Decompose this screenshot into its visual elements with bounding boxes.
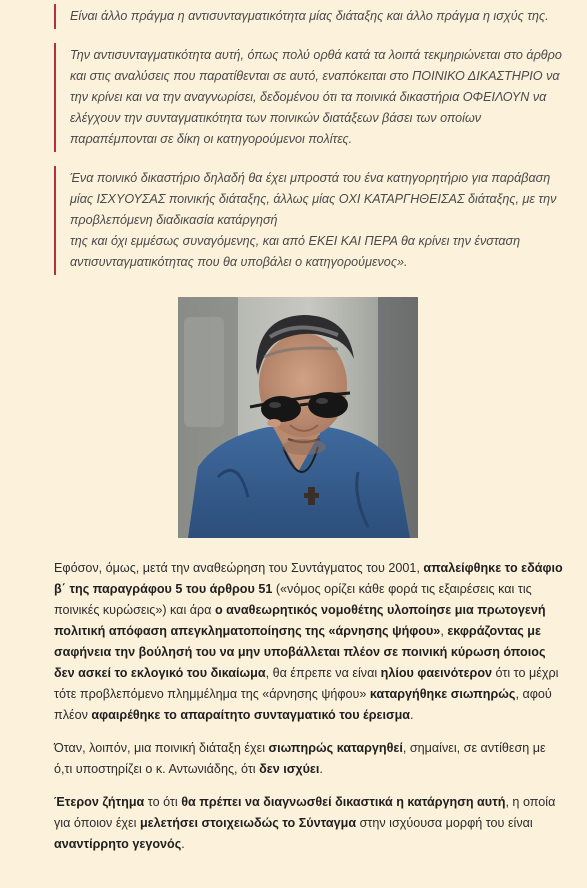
quote-3 bbox=[54, 166, 565, 275]
para-3-text-3: στην ισχύουσα μορφή του είναι bbox=[356, 816, 533, 830]
para-1-bold-4: ηλίου φαεινότερον bbox=[380, 666, 493, 680]
quote-2 bbox=[54, 43, 565, 152]
quote-1-text: Είναι άλλο πράγμα η αντισυνταγματικότητα μίας διάταξης και άλλο πράγμα η ισχύς της. bbox=[70, 9, 549, 23]
para-1-bold-2: ο αναθεωρητικός νομοθέτης υλοποίησε μια πρωτογενή πολιτική απόφαση απεγκληματοποίησης της «άρνησης ψήφου» bbox=[54, 603, 546, 638]
para-1-text-5: ότι το μέχρι τότε προβλεπόμενο πλημμέλημα της «άρνησης ψήφου» bbox=[54, 666, 559, 701]
quote-3-line-2: της και όχι εμμέσως συναγόμενης, και από ΕΚΕΙ ΚΑΙ ΠΕΡΑ θα κρίνει την ένσταση αντισυνταγματικότητας που θα υποβάλει ο κατηγορούμενος». bbox=[70, 234, 521, 269]
quote-2-text: Την αντισυνταγματικότητα αυτή, όπως πολύ ορθά κατά τα λοιπά τεκμηριώνεται στο άρθρο και στις αναλύσεις που παρατίθενται σε αυτό, εναπόκειται στο ΠΟΙΝΙΚΟ ΔΙΚΑΣΤΗΡΙΟ να την κρίνει και να την αναγνωρίσει, δεδομένου ότι τα ποινικά δικαστήρια ΟΦΕΙΛΟΥΝ να ελέγχουν την συνταγματικότητα των ποινικών διατάξεων βάσει των οποίων παραπέμπονται σε δίκη οι κατηγορούμενοι πολίτες. bbox=[70, 48, 562, 146]
para-1-text-6: , αφού πλέον bbox=[54, 687, 552, 722]
paragraph-1 bbox=[54, 558, 565, 726]
para-3-text-4: . bbox=[181, 837, 185, 851]
para-1-text-4: , θα έπρεπε να είναι bbox=[265, 666, 381, 680]
para-1-text-1: Εφόσον, όμως, μετά την αναθεώρηση του Συντάγματος του 2001, bbox=[54, 561, 424, 575]
para-3-text-1: το ότι bbox=[144, 795, 182, 809]
quote-1 bbox=[54, 4, 565, 29]
man-with-sunglasses-photo bbox=[178, 297, 418, 538]
para-2-text-2: , σημαίνει, σε αντίθεση με ό,τι υποστηρίζει ο κ. Αντωνιάδης, ότι bbox=[54, 741, 546, 776]
para-3-bold-1: Έτερον ζήτημα bbox=[54, 795, 145, 809]
para-2-text-1: Όταν, λοιπόν, μια ποινική διάταξη έχει bbox=[54, 741, 269, 755]
para-1-text-3: , bbox=[440, 624, 448, 638]
paragraph-2 bbox=[54, 738, 565, 780]
para-3-text-2: , η οποία για όποιον έχει bbox=[54, 795, 556, 830]
paragraph-3 bbox=[54, 792, 565, 855]
para-2-text-3: . bbox=[319, 762, 323, 776]
article-body bbox=[0, 4, 587, 855]
quote-3-line-1: Ένα ποινικό δικαστήριο δηλαδή θα έχει μπροστά του ένα κατηγορητήριο για παράβαση μίας ΙΣΧΥΟΥΣΑΣ ποινικής διάταξης, άλλως μίας ΟΧΙ ΚΑΤΑΡΓΗΘΕΙΣΑΣ διάταξης, με την προβλεπόμενη διαδικασία κατάργησή bbox=[70, 171, 557, 227]
para-1-bold-3: εκφράζοντας με σαφήνεια την βούλησή του να μην υποβάλλεται πλέον σε ποινική κύρωση όποιος δεν ασκεί το εκλογικό του δικαίωμα bbox=[54, 624, 546, 680]
para-3-bold-2: θα πρέπει να διαγνωσθεί δικαστικά η κατάργηση αυτή bbox=[181, 795, 506, 809]
para-1-text-2: («νόμος ορίζει κάθε φορά τις εξαιρέσεις και τις ποινικές κυρώσεις») και άρα bbox=[54, 582, 532, 617]
para-3-bold-4: αναντίρρητο γεγονός bbox=[54, 837, 182, 851]
para-1-text-7: . bbox=[410, 708, 414, 722]
article-photo bbox=[178, 297, 418, 538]
para-1-bold-6: αφαιρέθηκε το απαραίτητο συνταγματικό του έρεισμα bbox=[91, 708, 411, 722]
para-1-bold-5: καταργήθηκε σιωπηρώς bbox=[369, 687, 516, 701]
para-1-bold-1: απαλείφθηκε το εδάφιο β΄ της παραγράφου 5 του άρθρου 51 bbox=[54, 561, 563, 596]
para-2-bold-2: δεν ισχύει bbox=[259, 762, 320, 776]
para-2-bold-1: σιωπηρώς καταργηθεί bbox=[268, 741, 403, 755]
para-3-bold-3: μελετήσει στοιχειωδώς το Σύνταγμα bbox=[139, 816, 357, 830]
